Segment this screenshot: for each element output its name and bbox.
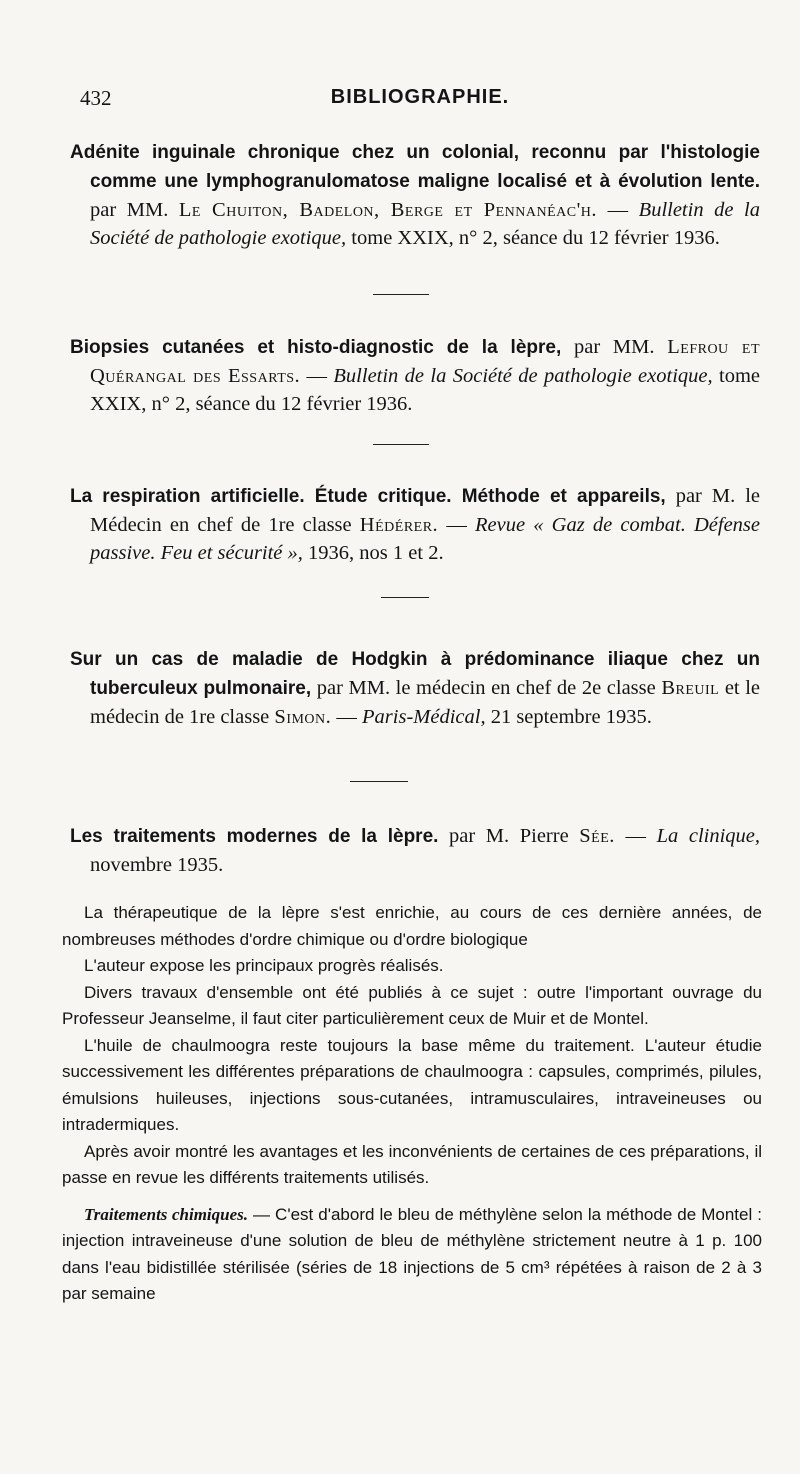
bibliography-entry: Biopsies cutanées et histo-diagnostic de la lèpre, par MM. Lefrou et Quérangal des Essarts. — Bulletin de la Société de pathologie exotique, tome XXIX, n° 2, séance du 12 février 1936. xyxy=(70,336,761,415)
entry-authors-prefix: par M. Pierre xyxy=(449,825,569,847)
entry-source: Bulletin de la Société de pathologie exotique, xyxy=(333,365,713,387)
paragraph-text: — C'est d'abord le bleu de méthylène selon la méthode de Montel : injection intraveineuse d'une solution de bleu de méthylène strictement neutre à 1 p. 100 dans l'eau bidistillée stérilisée (séries de 18 injections de 5 cm³ répétées à raison de 2 à 3 par semaine xyxy=(62,1204,762,1303)
entry-details: 21 septembre 1935. xyxy=(490,706,652,728)
entry-authors-prefix: par MM. xyxy=(90,199,169,221)
entry-authors-2: Simon. xyxy=(274,706,332,728)
entry-authors-mid: et le médecin de 1re classe xyxy=(90,677,760,728)
entry-source: La clinique, xyxy=(656,825,761,847)
paragraph: Divers travaux d'ensemble ont été publiés à ce sujet : outre l'important ouvrage du Professeur Jeanselme, il faut citer particulièrement ceux de Muir et de Montel. xyxy=(62,982,762,1028)
bibliography-entry: Sur un cas de maladie de Hodgkin à prédominance iliaque chez un tuberculeux pulmonaire, par MM. le médecin en chef de 2e classe Breuil et le médecin de 1re classe Simon. — Paris-Médical, 21 septembre 1935. xyxy=(70,649,760,728)
entry-source: Revue « Gaz de combat. Défense passive. Feu et sécurité », xyxy=(90,514,761,564)
entry-authors: Breuil xyxy=(661,677,720,699)
entry-authors-prefix: par M. le Médecin en chef de 1re classe xyxy=(90,485,760,536)
entry-authors-prefix: par MM. le médecin en chef de 2e classe xyxy=(316,677,656,699)
entry-source: Paris-Médical, xyxy=(362,706,486,728)
page-number: 432 xyxy=(80,86,112,110)
paragraph: L'huile de chaulmoogra reste toujours la base même du traitement. L'auteur étudie successivement les différentes préparations de chaulmoogra : capsules, comprimés, pilules, émulsions huileuses, injections sous-cutanées, intramusculaires, intraveineuses ou intradermiques. xyxy=(62,1035,762,1134)
entry-details: tome XXIX, n° 2, séance du 12 février 1936. xyxy=(90,365,760,415)
section-label: Traitements chimiques. xyxy=(84,1204,249,1224)
entry-details: novembre 1935. xyxy=(90,854,224,876)
divider xyxy=(373,444,429,445)
entry-details: 1936, nos 1 et 2. xyxy=(308,542,444,564)
divider xyxy=(373,294,429,295)
bibliography-entry: Les traitements modernes de la lèpre. par M. Pierre Sée. — La clinique, novembre 1935. xyxy=(70,825,761,876)
entry-title: Les traitements modernes de la lèpre. xyxy=(70,826,439,847)
entry-source: Bulletin de la Société de pathologie exotique, xyxy=(90,199,761,249)
divider xyxy=(381,597,429,598)
entry-authors: Le Chuiton, Badelon, Berge et Pennanéac'h. xyxy=(178,199,598,221)
entry-title: Biopsies cutanées et histo-diagnostic de la lèpre, xyxy=(70,337,562,358)
paragraph xyxy=(62,1202,762,1308)
entry-title: Adénite inguinale chronique chez un colonial, reconnu par l'histologie comme une lymphogranulomatose maligne localisé et à évolution lente. xyxy=(70,142,760,192)
bibliography-entry: La respiration artificielle. Étude critique. Méthode et appareils, par M. le Médecin en chef de 1re classe Hédérer. — Revue « Gaz de combat. Défense passive. Feu et sécurité », 1936, nos 1 et 2. xyxy=(70,485,761,564)
entry-title: La respiration artificielle. Étude critique. Méthode et appareils, xyxy=(70,486,666,507)
entry-authors-prefix: par MM. xyxy=(574,336,655,358)
entry-authors: Lefrou et Quérangal des Essarts. xyxy=(90,336,761,387)
divider xyxy=(350,781,408,782)
entry-title: Sur un cas de maladie de Hodgkin à prédominance iliaque chez un tuberculeux pulmonaire, xyxy=(70,649,760,699)
paragraph: La thérapeutique de la lèpre s'est enrichie, au cours de ces dernière années, de nombreuses méthodes d'ordre chimique ou d'ordre biologique xyxy=(62,903,762,949)
entry-details: tome XXIX, n° 2, séance du 12 février 1936. xyxy=(351,227,720,249)
paragraph: Après avoir montré les avantages et les inconvénients de certaines de ces préparations, il passe en revue les différents traitements utilisés. xyxy=(62,1141,762,1187)
bibliography-entry: Adénite inguinale chronique chez un colonial, reconnu par l'histologie comme une lymphogranulomatose maligne localisé et à évolution lente. par MM. Le Chuiton, Badelon, Berge et Pennanéac'h. — Bulletin de la Société de pathologie exotique, tome XXIX, n° 2, séance du 12 février 1936. xyxy=(70,142,761,249)
running-title: BIBLIOGRAPHIE. xyxy=(330,86,510,108)
abstract-body xyxy=(62,900,762,1308)
entry-authors: Hédérer. xyxy=(359,514,439,536)
paragraph: L'auteur expose les principaux progrès réalisés. xyxy=(84,956,444,975)
entry-authors: Sée. xyxy=(579,825,615,847)
page-header xyxy=(80,86,760,116)
